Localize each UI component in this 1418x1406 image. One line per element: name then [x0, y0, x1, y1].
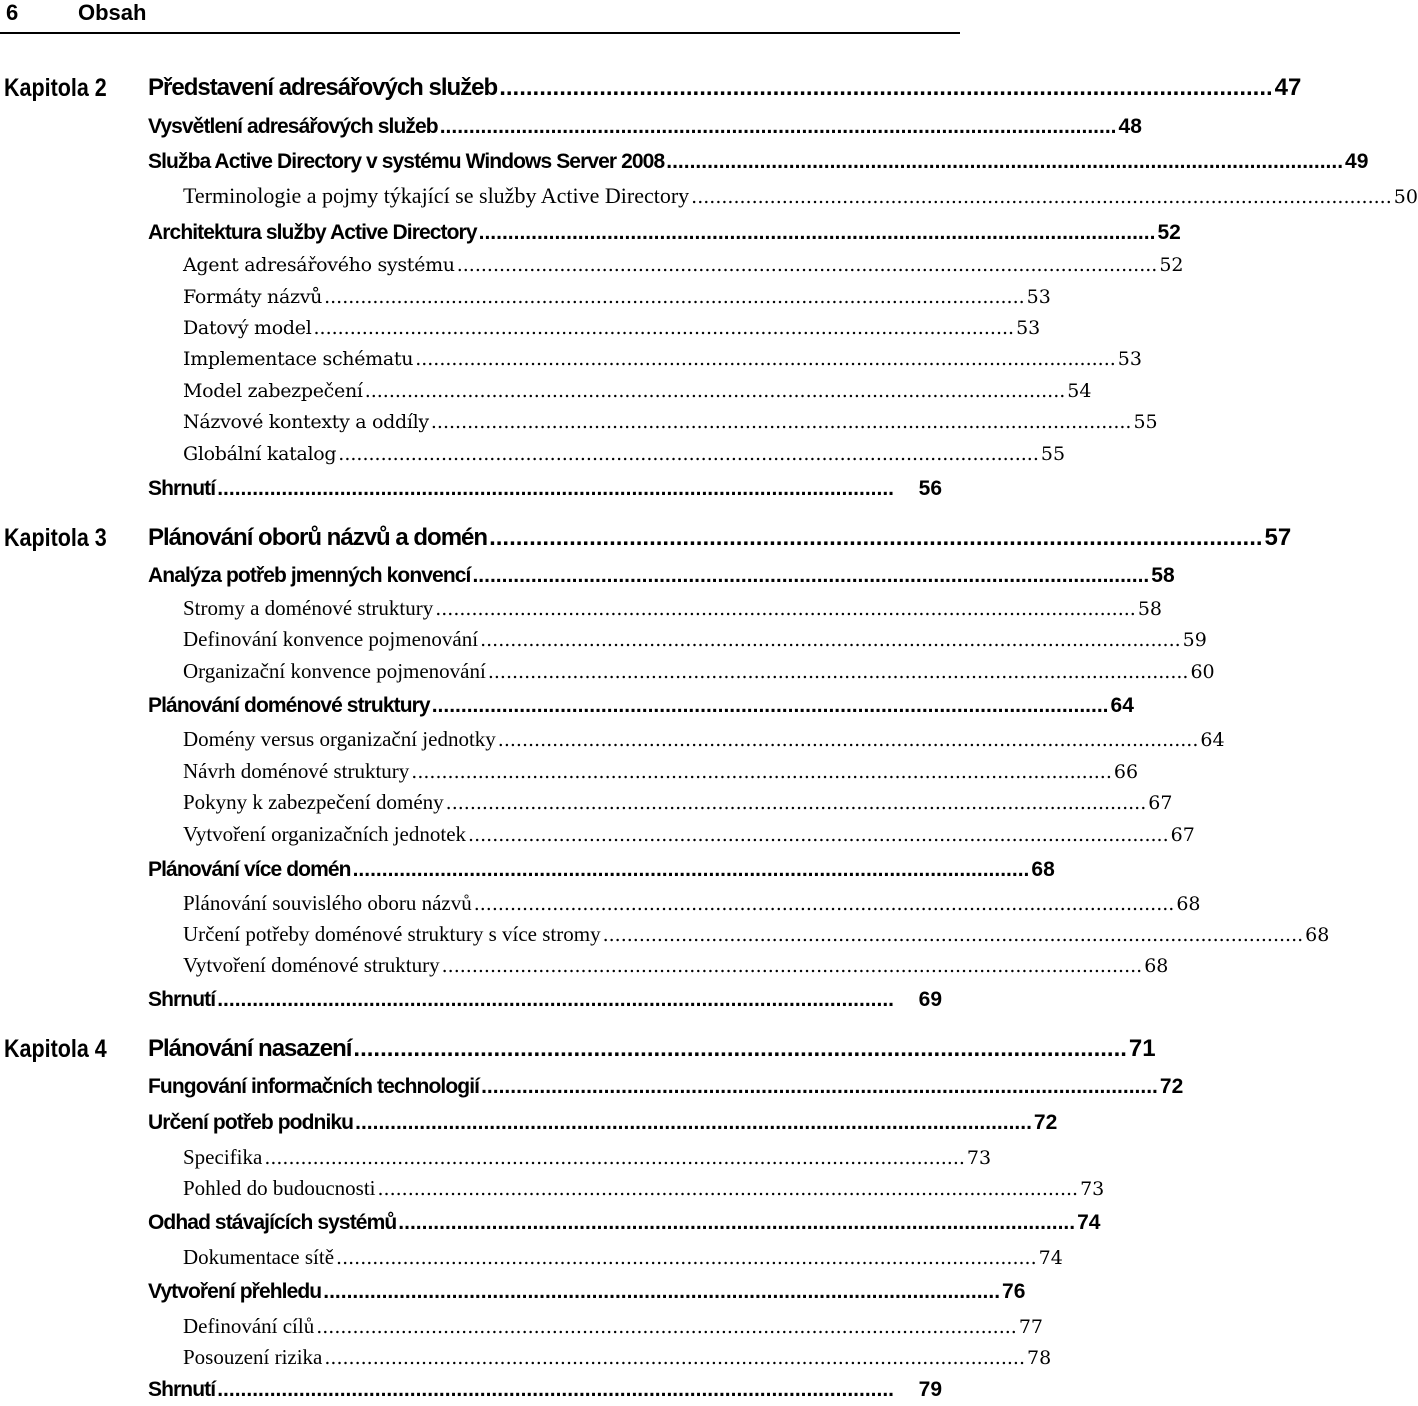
toc-leader: ....................................................................................................................	[411, 761, 1112, 783]
toc-leader: ....................................................................................................................	[441, 955, 1143, 977]
chapter-label: Kapitola 2	[4, 74, 107, 102]
toc-page: 73	[1080, 1178, 1105, 1200]
chapter-label: Kapitola 4	[4, 1035, 107, 1063]
toc-page: 68	[1176, 893, 1201, 915]
toc-page: 53	[1026, 286, 1051, 308]
toc-leader: ....................................................................................................................	[478, 221, 1156, 244]
toc-page: 56	[918, 477, 942, 500]
toc-entry[interactable]	[183, 1245, 1063, 1270]
toc-title: Posouzení rizika	[183, 1345, 323, 1369]
toc-title: Definování cílů	[183, 1314, 315, 1338]
toc-title: Globální katalog	[183, 443, 337, 465]
toc-title: Specifika	[183, 1145, 263, 1169]
toc-page: 68	[1144, 955, 1169, 977]
toc-page: 54	[1067, 380, 1092, 402]
toc-title: Terminologie a pojmy týkající se služby Active Directory	[183, 183, 690, 208]
toc-chapter[interactable]	[148, 524, 1292, 552]
toc-leader: ....................................................................................................................	[472, 564, 1150, 587]
toc-entry[interactable]	[183, 891, 1201, 916]
toc-entry[interactable]	[148, 1211, 1101, 1235]
toc-leader: ....................................................................................................................	[456, 254, 1158, 276]
toc-entry[interactable]	[148, 1280, 1026, 1304]
chapter-label: Kapitola 3	[4, 524, 107, 552]
toc-leader: ....................................................................................................................	[691, 186, 1392, 208]
toc-page: 58	[1151, 564, 1175, 587]
toc-page: 74	[1077, 1211, 1101, 1234]
toc-entry[interactable]	[148, 1075, 1184, 1099]
toc-entry[interactable]	[183, 1314, 1043, 1339]
toc-title: Určení potřeby doménové struktury s více stromy	[183, 922, 601, 946]
toc-leader: ....................................................................................................................	[489, 524, 1263, 551]
toc-title: Plánování doménové struktury	[148, 694, 430, 717]
toc-entry[interactable]	[183, 659, 1215, 684]
toc-leader: ....................................................................................................................	[439, 115, 1117, 138]
toc-entry[interactable]	[183, 790, 1173, 815]
toc-page: 66	[1113, 761, 1139, 783]
toc-leader: ....................................................................................................................	[468, 824, 1169, 846]
toc-title: Plánování souvislého oboru názvů	[183, 891, 472, 915]
toc-title: Analýza potřeb jmenných konvencí	[148, 564, 471, 587]
toc-entry[interactable]	[183, 822, 1195, 847]
toc-chapter[interactable]	[148, 1035, 1156, 1063]
toc-entry[interactable]	[148, 115, 1142, 139]
toc-entry[interactable]	[148, 694, 1134, 718]
toc-entry[interactable]	[148, 221, 1181, 245]
toc-title: Pohled do budoucnosti	[183, 1176, 376, 1200]
toc-title: Vysvětlení adresářových služeb	[148, 115, 438, 138]
toc-title: Domény versus organizační jednotky	[183, 727, 496, 751]
toc-title: Dokumentace sítě	[183, 1245, 335, 1269]
toc-page: 79	[918, 1378, 942, 1401]
toc-entry[interactable]	[183, 1145, 992, 1170]
toc-page: 55	[1133, 411, 1158, 433]
toc-entry[interactable]	[183, 953, 1169, 978]
toc-entry[interactable]	[183, 254, 1184, 276]
toc-entry[interactable]	[148, 150, 1369, 174]
toc-leader: ....................................................................................................................	[415, 348, 1116, 370]
toc-page: 67	[1148, 792, 1173, 814]
toc-leader: ....................................................................................................................	[316, 1316, 1017, 1338]
toc-entry[interactable]	[183, 411, 1158, 433]
toc-page: 50	[1393, 186, 1418, 208]
toc-entry[interactable]	[148, 858, 1055, 882]
toc-leader: ....................................................................................................................	[323, 1280, 1001, 1303]
toc-leader: ....................................................................................................................	[480, 629, 1181, 651]
toc-leader: ....................................................................................................................	[398, 1211, 1076, 1234]
toc-page: 69	[918, 988, 942, 1011]
toc-page: 52	[1157, 221, 1181, 244]
toc-entry[interactable]	[183, 627, 1207, 652]
toc-title: Shrnutí	[148, 477, 216, 500]
toc-title: Definování konvence pojmenování	[183, 627, 479, 651]
toc-title: Představení adresářových služeb	[148, 74, 498, 101]
toc-page: 74	[1038, 1247, 1063, 1269]
toc-title: Vytvoření organizačních jednotek	[183, 822, 467, 846]
toc-title: Agent adresářového systému	[183, 254, 455, 276]
toc-leader: ....................................................................................................................	[435, 598, 1136, 620]
toc-title: Model zabezpečení	[183, 380, 363, 402]
toc-leader: ....................................................................................................................	[499, 74, 1273, 101]
toc-page: 49	[1345, 150, 1369, 173]
toc-leader: ....................................................................................................................	[430, 411, 1132, 433]
toc-entry[interactable]	[148, 988, 942, 1012]
toc-title: Formáty názvů	[183, 286, 323, 308]
toc-title: Plánování oborů názvů a domén	[148, 524, 488, 551]
toc-title: Architektura služby Active Directory	[148, 221, 477, 244]
toc-entry[interactable]	[148, 477, 942, 501]
toc-leader: ....................................................................................................................	[313, 317, 1015, 339]
toc-leader: ....................................................................................................................	[497, 729, 1199, 751]
toc-page: 64	[1110, 694, 1134, 717]
toc-entry[interactable]	[183, 380, 1092, 402]
toc-page: 72	[1033, 1111, 1058, 1134]
toc-entry[interactable]	[148, 1111, 1058, 1135]
toc-title: Plánování nasazení	[148, 1035, 352, 1062]
toc-title: Vytvoření doménové struktury	[183, 953, 440, 977]
toc-page: 67	[1170, 824, 1195, 846]
toc-title: Organizační konvence pojmenování	[183, 659, 486, 683]
toc-page: 57	[1264, 524, 1292, 551]
toc-title: Návrh doménové struktury	[183, 759, 410, 783]
toc-page: 78	[1026, 1347, 1052, 1369]
toc-leader: ....................................................................................................................	[481, 1075, 1158, 1098]
toc-entry[interactable]	[183, 317, 1041, 339]
toc-entry[interactable]	[183, 1345, 1052, 1370]
toc-title: Služba Active Directory v systému Windows Server 2008	[148, 150, 665, 173]
toc-page: 68	[1305, 924, 1330, 946]
toc-page: 73	[966, 1147, 992, 1169]
toc-page: 77	[1018, 1316, 1043, 1338]
page-number: 6	[6, 0, 19, 25]
toc-leader: ....................................................................................................................	[445, 792, 1147, 814]
toc-title: Vytvoření přehledu	[148, 1280, 322, 1303]
toc-entry[interactable]	[183, 727, 1225, 752]
toc-entry[interactable]	[183, 922, 1330, 947]
toc-leader: ....................................................................................................................	[336, 1247, 1037, 1269]
toc-leader: ....................................................................................................................	[324, 286, 1025, 308]
toc-entry[interactable]	[148, 564, 1175, 588]
toc-page: 53	[1016, 317, 1041, 339]
toc-page: 64	[1200, 729, 1225, 751]
toc-title: Datový model	[183, 317, 312, 339]
toc-page: 47	[1274, 74, 1302, 101]
toc-page: 53	[1117, 348, 1142, 370]
toc-entry[interactable]	[148, 1378, 942, 1402]
toc-leader: ....................................................................................................................	[364, 380, 1066, 402]
toc-page: 48	[1118, 115, 1142, 138]
toc-entry[interactable]	[183, 759, 1139, 784]
toc-entry[interactable]	[183, 443, 1066, 465]
toc-entry[interactable]	[183, 596, 1162, 621]
toc-page: 60	[1190, 661, 1215, 683]
toc-leader: ....................................................................................................................	[487, 661, 1189, 683]
toc-entry[interactable]	[183, 348, 1142, 370]
toc-title: Plánování více domén	[148, 858, 351, 881]
toc-title: Odhad stávajících systémů	[148, 1211, 397, 1234]
toc-leader: ....................................................................................................................	[264, 1147, 965, 1169]
page-header	[0, 0, 960, 34]
toc-page: 76	[1002, 1280, 1026, 1303]
header-title: Obsah	[78, 0, 147, 25]
toc-leader: ....................................................................................................................	[352, 858, 1030, 881]
toc-leader: ....................................................................................................................	[377, 1178, 1079, 1200]
toc-page: 58	[1137, 598, 1162, 620]
toc-entry[interactable]	[183, 183, 1418, 209]
toc-entry[interactable]	[183, 1176, 1105, 1201]
toc-title: Shrnutí	[148, 988, 216, 1011]
toc-page: 52	[1159, 254, 1184, 276]
toc-page: 68	[1031, 858, 1055, 881]
toc-title: Pokyny k zabezpečení domény	[183, 790, 444, 814]
toc-leader: ....................................................................................................................	[602, 924, 1304, 946]
toc-leader: ....................................................................................................................	[217, 1378, 895, 1401]
toc-page: 59	[1182, 629, 1207, 651]
toc-leader: ....................................................................................................................	[217, 988, 895, 1011]
toc-title: Implementace schématu	[183, 348, 414, 370]
toc-leader: ....................................................................................................................	[217, 477, 895, 500]
toc-chapter[interactable]	[148, 74, 1302, 102]
toc-title: Určení potřeb podniku	[148, 1111, 354, 1134]
toc-leader: ....................................................................................................................	[431, 694, 1109, 717]
toc-leader: ....................................................................................................................	[666, 150, 1344, 173]
toc-title: Fungování informačních technologií	[148, 1075, 480, 1098]
toc-title: Shrnutí	[148, 1378, 216, 1401]
toc-title: Stromy a doménové struktury	[183, 596, 434, 620]
toc-leader: ....................................................................................................................	[353, 1035, 1127, 1062]
toc-leader: ....................................................................................................................	[473, 893, 1175, 915]
toc-page: 71	[1128, 1035, 1156, 1062]
toc-entry[interactable]	[183, 286, 1051, 308]
toc-title: Názvové kontexty a oddíly	[183, 411, 429, 433]
toc-page: 55	[1040, 443, 1066, 465]
toc-page: 72	[1159, 1075, 1184, 1098]
toc-leader: ....................................................................................................................	[355, 1111, 1032, 1134]
toc-leader: ....................................................................................................................	[338, 443, 1039, 465]
toc-leader: ....................................................................................................................	[324, 1347, 1025, 1369]
